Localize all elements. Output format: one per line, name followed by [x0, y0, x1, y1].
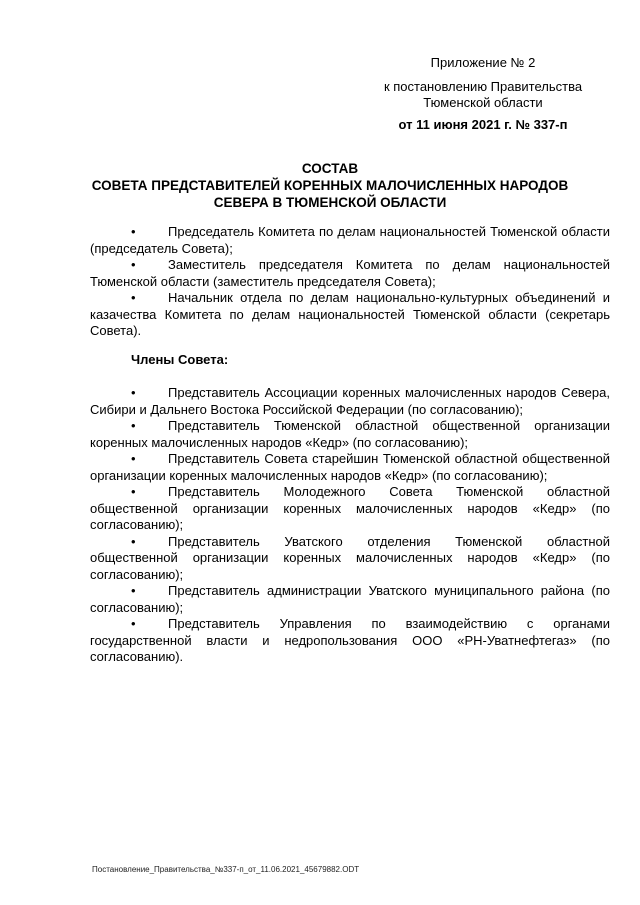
list-item-text: Начальник отдела по делам национально-культурных объединений и казачества Комитета по делам национальностей Тюменской области (секретарь Совета).: [90, 290, 610, 338]
list-item: [90, 534, 610, 584]
bullet-icon: •: [131, 385, 136, 400]
list-item-text: Представитель Управления по взаимодействию с органами государственной власти и недропользования ООО «РН-Уватнефтегаз» (по согласованию).: [90, 616, 610, 664]
list-item-text: Представитель Совета старейшин Тюменской областной общественной организации коренных малочисленных народов «Кедр» (по согласованию);: [90, 451, 610, 483]
document-heading-line2: СОВЕТА ПРЕДСТАВИТЕЛЕЙ КОРЕННЫХ МАЛОЧИСЛЕННЫХ НАРОДОВ: [91, 178, 569, 193]
document-heading-line1: СОСТАВ: [301, 161, 359, 176]
list-item: [90, 385, 610, 418]
list-item: [90, 224, 610, 257]
appendix-reference-line1: к постановлению Правительства: [383, 79, 583, 94]
list-item: [90, 616, 610, 666]
list-item: [90, 418, 610, 451]
bullet-icon: •: [131, 224, 136, 239]
list-item-text: Представитель Тюменской областной общественной организации коренных малочисленных народов «Кедр» (по согласованию);: [90, 418, 610, 450]
list-item-text: Представитель администрации Уватского муниципального района (по согласованию);: [90, 583, 610, 615]
members-heading: Члены Совета:: [131, 352, 229, 367]
list-item-text: Представитель Ассоциации коренных малочисленных народов Севера, Сибири и Дальнего Востока Российской Федерации (по согласованию);: [90, 385, 610, 417]
list-item: [90, 451, 610, 484]
list-item: [90, 257, 610, 290]
bullet-icon: •: [131, 484, 136, 499]
leadership-list: [90, 224, 610, 340]
list-item: [90, 290, 610, 340]
bullet-icon: •: [131, 533, 136, 549]
list-item-text: Председатель Комитета по делам национальностей Тюменской области (председатель Совета);: [90, 224, 610, 256]
members-list: [90, 385, 610, 666]
list-item-text: Представитель Уватского отделения Тюменской областной общественной организации коренных малочисленных народов «Кедр» (по согласованию);: [90, 533, 610, 582]
appendix-title: Приложение № 2: [430, 55, 536, 70]
file-name-footer: Постановление_Правительства_№337-п_от_11.06.2021_45679882.ODT: [92, 865, 360, 874]
bullet-icon: •: [131, 583, 136, 598]
document-heading-line3: СЕВЕРА В ТЮМЕНСКОЙ ОБЛАСТИ: [213, 195, 447, 210]
appendix-reference-line2: Тюменской области: [423, 95, 543, 110]
bullet-icon: •: [131, 451, 136, 466]
list-item-text: Заместитель председателя Комитета по делам национальностей Тюменской области (заместитель председателя Совета);: [90, 257, 610, 289]
list-item: [90, 583, 610, 616]
bullet-icon: •: [131, 257, 136, 272]
appendix-date-number: от 11 июня 2021 г. № 337-п: [398, 117, 568, 132]
bullet-icon: •: [131, 418, 136, 433]
list-item-text: Представитель Молодежного Совета Тюменской областной общественной организации коренных малочисленных народов «Кедр» (по согласованию);: [90, 484, 610, 532]
list-item: [90, 484, 610, 534]
bullet-icon: •: [131, 290, 136, 305]
bullet-icon: •: [131, 616, 136, 631]
